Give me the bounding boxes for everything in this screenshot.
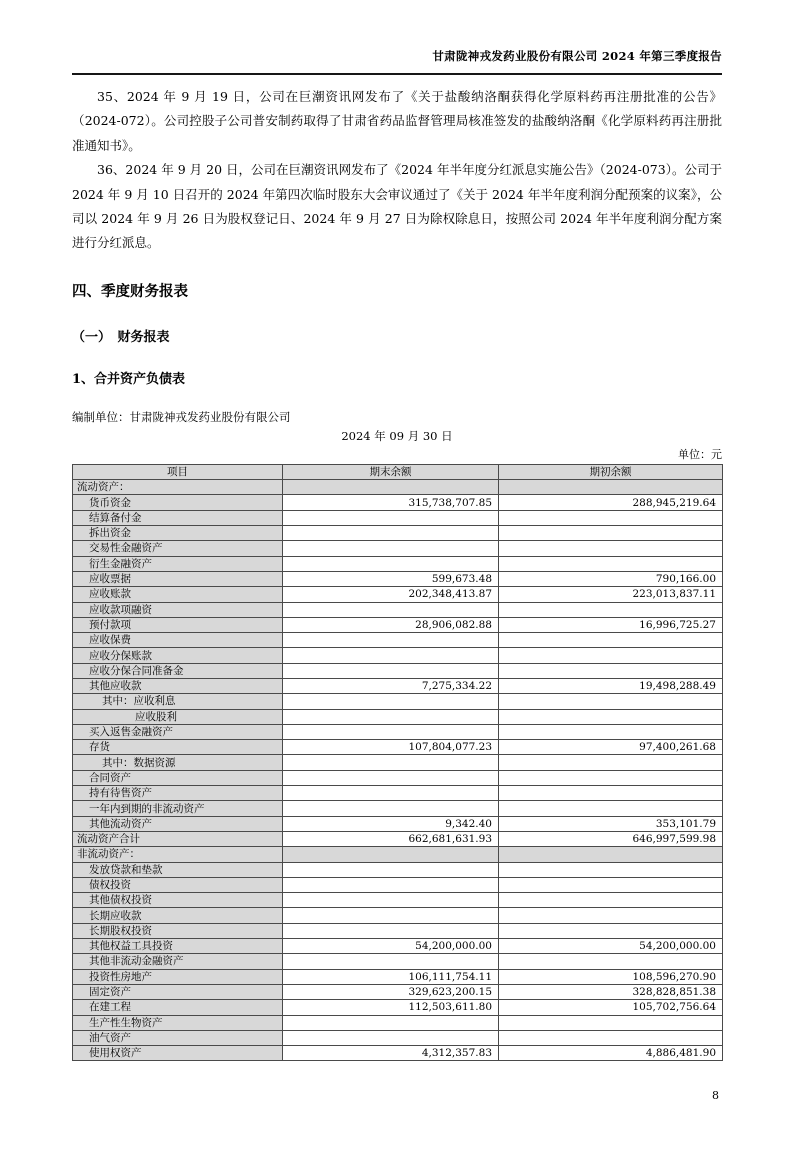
ending-balance-cell <box>283 1030 499 1045</box>
ending-balance-cell: 202,348,413.87 <box>283 587 499 602</box>
table-row <box>73 984 723 999</box>
ending-balance-cell <box>283 480 499 495</box>
item-cell: 流动资产： <box>73 480 283 495</box>
beginning-balance-cell <box>499 526 723 541</box>
beginning-balance-cell <box>499 1015 723 1030</box>
events-paragraphs <box>72 85 722 256</box>
beginning-balance-cell <box>499 648 723 663</box>
item-cell: 发放贷款和垫款 <box>73 862 283 877</box>
item-cell: 其他债权投资 <box>73 893 283 908</box>
item-cell: 预付款项 <box>73 617 283 632</box>
beginning-balance-cell: 4,886,481.90 <box>499 1046 723 1061</box>
table-row <box>73 908 723 923</box>
table-row <box>73 495 723 510</box>
table-row <box>73 1000 723 1015</box>
table-row <box>73 755 723 770</box>
table-row <box>73 969 723 984</box>
item-cell: 应收保费 <box>73 633 283 648</box>
beginning-balance-cell <box>499 801 723 816</box>
ending-balance-cell <box>283 633 499 648</box>
ending-balance-cell <box>283 755 499 770</box>
item-cell: 结算备付金 <box>73 510 283 525</box>
page-content <box>0 48 793 1061</box>
ending-balance-cell: 315,738,707.85 <box>283 495 499 510</box>
item-cell: 应收分保账款 <box>73 648 283 663</box>
beginning-balance-cell: 19,498,288.49 <box>499 679 723 694</box>
ending-balance-cell <box>283 556 499 571</box>
heading-consolidated-balance-sheet: 1、合并资产负债表 <box>72 371 186 387</box>
table-row <box>73 954 723 969</box>
ending-balance-cell <box>283 801 499 816</box>
heading-quarterly-financial-statements: 四、季度财务报表 <box>72 282 188 300</box>
ending-balance-cell <box>283 770 499 785</box>
item-cell: 长期股权投资 <box>73 923 283 938</box>
ending-balance-cell: 112,503,611.80 <box>283 1000 499 1015</box>
ending-balance-cell <box>283 908 499 923</box>
paragraph-event-35: 35、2024 年 9 月 19 日，公司在巨潮资讯网发布了《关于盐酸纳洛酮获得化学原料药再注册批准的公告》（2024-072）。公司控股子公司普安制药取得了甘肃省药品监督管理局核准签发的盐酸纳洛酮《化学原料药再注册批准通知书》。 <box>72 89 722 153</box>
beginning-balance-cell: 790,166.00 <box>499 571 723 586</box>
beginning-balance-cell: 328,828,851.38 <box>499 984 723 999</box>
report-header-title: 甘肃陇神戎发药业股份有限公司 2024 年第三季度报告 <box>72 48 722 75</box>
beginning-balance-cell <box>499 724 723 739</box>
table-row <box>73 694 723 709</box>
item-cell: 应收分保合同准备金 <box>73 663 283 678</box>
beginning-balance-cell: 223,013,837.11 <box>499 587 723 602</box>
ending-balance-cell <box>283 709 499 724</box>
ending-balance-cell <box>283 862 499 877</box>
item-cell: 其中：数据资源 <box>73 755 283 770</box>
item-cell: 持有待售资产 <box>73 786 283 801</box>
beginning-balance-cell <box>499 847 723 862</box>
table-row <box>73 1046 723 1061</box>
ending-balance-cell <box>283 1015 499 1030</box>
ending-balance-cell: 54,200,000.00 <box>283 939 499 954</box>
table-row <box>73 480 723 495</box>
ending-balance-cell: 28,906,082.88 <box>283 617 499 632</box>
item-cell: 其他应收款 <box>73 679 283 694</box>
ending-balance-cell: 106,111,754.11 <box>283 969 499 984</box>
item-cell: 一年内到期的非流动资产 <box>73 801 283 816</box>
table-row <box>73 770 723 785</box>
beginning-balance-cell <box>499 556 723 571</box>
table-row <box>73 663 723 678</box>
item-cell: 长期应收款 <box>73 908 283 923</box>
ending-balance-cell: 7,275,334.22 <box>283 679 499 694</box>
ending-balance-cell <box>283 648 499 663</box>
table-row <box>73 648 723 663</box>
beginning-balance-cell <box>499 862 723 877</box>
item-cell: 存货 <box>73 740 283 755</box>
item-cell: 使用权资产 <box>73 1046 283 1061</box>
item-cell: 流动资产合计 <box>73 831 283 846</box>
beginning-balance-cell <box>499 923 723 938</box>
ending-balance-cell <box>283 954 499 969</box>
table-row <box>73 617 723 632</box>
table-row <box>73 510 723 525</box>
item-cell: 衍生金融资产 <box>73 556 283 571</box>
table-row <box>73 633 723 648</box>
beginning-balance-cell <box>499 893 723 908</box>
heading-financial-statements: （一） 财务报表 <box>72 329 170 345</box>
balance-sheet-table <box>72 464 723 1062</box>
ending-balance-cell: 599,673.48 <box>283 571 499 586</box>
item-cell: 买入返售金融资产 <box>73 724 283 739</box>
beginning-balance-cell: 54,200,000.00 <box>499 939 723 954</box>
item-cell: 非流动资产： <box>73 847 283 862</box>
item-cell: 交易性金融资产 <box>73 541 283 556</box>
ending-balance-cell: 662,681,631.93 <box>283 831 499 846</box>
beginning-balance-cell <box>499 480 723 495</box>
ending-balance-cell <box>283 877 499 892</box>
item-cell: 生产性生物资产 <box>73 1015 283 1030</box>
table-row <box>73 831 723 846</box>
column-header-ending-balance: 期末余额 <box>283 464 499 479</box>
beginning-balance-cell <box>499 510 723 525</box>
table-row <box>73 709 723 724</box>
item-cell: 应收账款 <box>73 587 283 602</box>
item-cell: 应收股利 <box>73 709 283 724</box>
beginning-balance-cell: 646,997,599.98 <box>499 831 723 846</box>
table-row <box>73 1015 723 1030</box>
ending-balance-cell: 107,804,077.23 <box>283 740 499 755</box>
table-row <box>73 679 723 694</box>
ending-balance-cell <box>283 663 499 678</box>
beginning-balance-cell <box>499 633 723 648</box>
column-header-beginning-balance: 期初余额 <box>499 464 723 479</box>
item-cell: 应收款项融资 <box>73 602 283 617</box>
ending-balance-cell <box>283 510 499 525</box>
ending-balance-cell <box>283 847 499 862</box>
beginning-balance-cell: 108,596,270.90 <box>499 969 723 984</box>
ending-balance-cell <box>283 602 499 617</box>
prepared-by-line: 编制单位：甘肃陇神戎发药业股份有限公司 <box>72 409 291 424</box>
beginning-balance-cell: 288,945,219.64 <box>499 495 723 510</box>
ending-balance-cell <box>283 893 499 908</box>
table-row <box>73 541 723 556</box>
item-cell: 其他非流动金融资产 <box>73 954 283 969</box>
ending-balance-cell <box>283 786 499 801</box>
beginning-balance-cell <box>499 755 723 770</box>
item-cell: 投资性房地产 <box>73 969 283 984</box>
beginning-balance-cell <box>499 602 723 617</box>
table-row <box>73 556 723 571</box>
beginning-balance-cell: 353,101.79 <box>499 816 723 831</box>
table-row <box>73 801 723 816</box>
beginning-balance-cell <box>499 1030 723 1045</box>
item-cell: 其中：应收利息 <box>73 694 283 709</box>
beginning-balance-cell <box>499 694 723 709</box>
ending-balance-cell: 329,623,200.15 <box>283 984 499 999</box>
table-row <box>73 526 723 541</box>
paragraph-event-36: 36、2024 年 9 月 20 日，公司在巨潮资讯网发布了《2024 年半年度分红派息实施公告》（2024-073）。公司于 2024 年 9 月 10 日召开的 2024 年第四次临时股东大会审议通过了《关于 2024 年半年度利润分配预案的议案》，公司以 2024 年 9 月 26 日为股权登记日、2024 年 9 月 27 日为除权除息日，按照公司 2024 年半年度利润分配方案进行分红派息。 <box>72 162 722 251</box>
column-header-item: 项目 <box>73 464 283 479</box>
table-row <box>73 877 723 892</box>
table-row <box>73 740 723 755</box>
balance-sheet-body <box>73 480 723 1061</box>
ending-balance-cell <box>283 526 499 541</box>
table-row <box>73 786 723 801</box>
table-row <box>73 587 723 602</box>
item-cell: 油气资产 <box>73 1030 283 1045</box>
table-row <box>73 939 723 954</box>
beginning-balance-cell <box>499 954 723 969</box>
beginning-balance-cell <box>499 770 723 785</box>
item-cell: 合同资产 <box>73 770 283 785</box>
table-row <box>73 1030 723 1045</box>
item-cell: 应收票据 <box>73 571 283 586</box>
table-row <box>73 816 723 831</box>
beginning-balance-cell <box>499 877 723 892</box>
item-cell: 在建工程 <box>73 1000 283 1015</box>
item-cell: 固定资产 <box>73 984 283 999</box>
table-row <box>73 602 723 617</box>
beginning-balance-cell <box>499 541 723 556</box>
ending-balance-cell <box>283 923 499 938</box>
beginning-balance-cell <box>499 908 723 923</box>
ending-balance-cell: 9,342.40 <box>283 816 499 831</box>
balance-sheet-header <box>73 464 723 479</box>
statement-date: 2024 年 09 月 30 日 <box>341 428 453 443</box>
beginning-balance-cell: 97,400,261.68 <box>499 740 723 755</box>
item-cell: 拆出资金 <box>73 526 283 541</box>
beginning-balance-cell <box>499 786 723 801</box>
unit-label: 单位：元 <box>678 447 722 461</box>
table-row <box>73 893 723 908</box>
beginning-balance-cell <box>499 709 723 724</box>
ending-balance-cell <box>283 724 499 739</box>
table-row <box>73 724 723 739</box>
ending-balance-cell: 4,312,357.83 <box>283 1046 499 1061</box>
table-row <box>73 862 723 877</box>
item-cell: 债权投资 <box>73 877 283 892</box>
table-row <box>73 571 723 586</box>
beginning-balance-cell <box>499 663 723 678</box>
ending-balance-cell <box>283 694 499 709</box>
table-row <box>73 923 723 938</box>
beginning-balance-cell: 105,702,756.64 <box>499 1000 723 1015</box>
page-number: 8 <box>712 1089 719 1102</box>
item-cell: 其他流动资产 <box>73 816 283 831</box>
item-cell: 货币资金 <box>73 495 283 510</box>
item-cell: 其他权益工具投资 <box>73 939 283 954</box>
table-row <box>73 847 723 862</box>
beginning-balance-cell: 16,996,725.27 <box>499 617 723 632</box>
header-row <box>73 464 723 479</box>
ending-balance-cell <box>283 541 499 556</box>
